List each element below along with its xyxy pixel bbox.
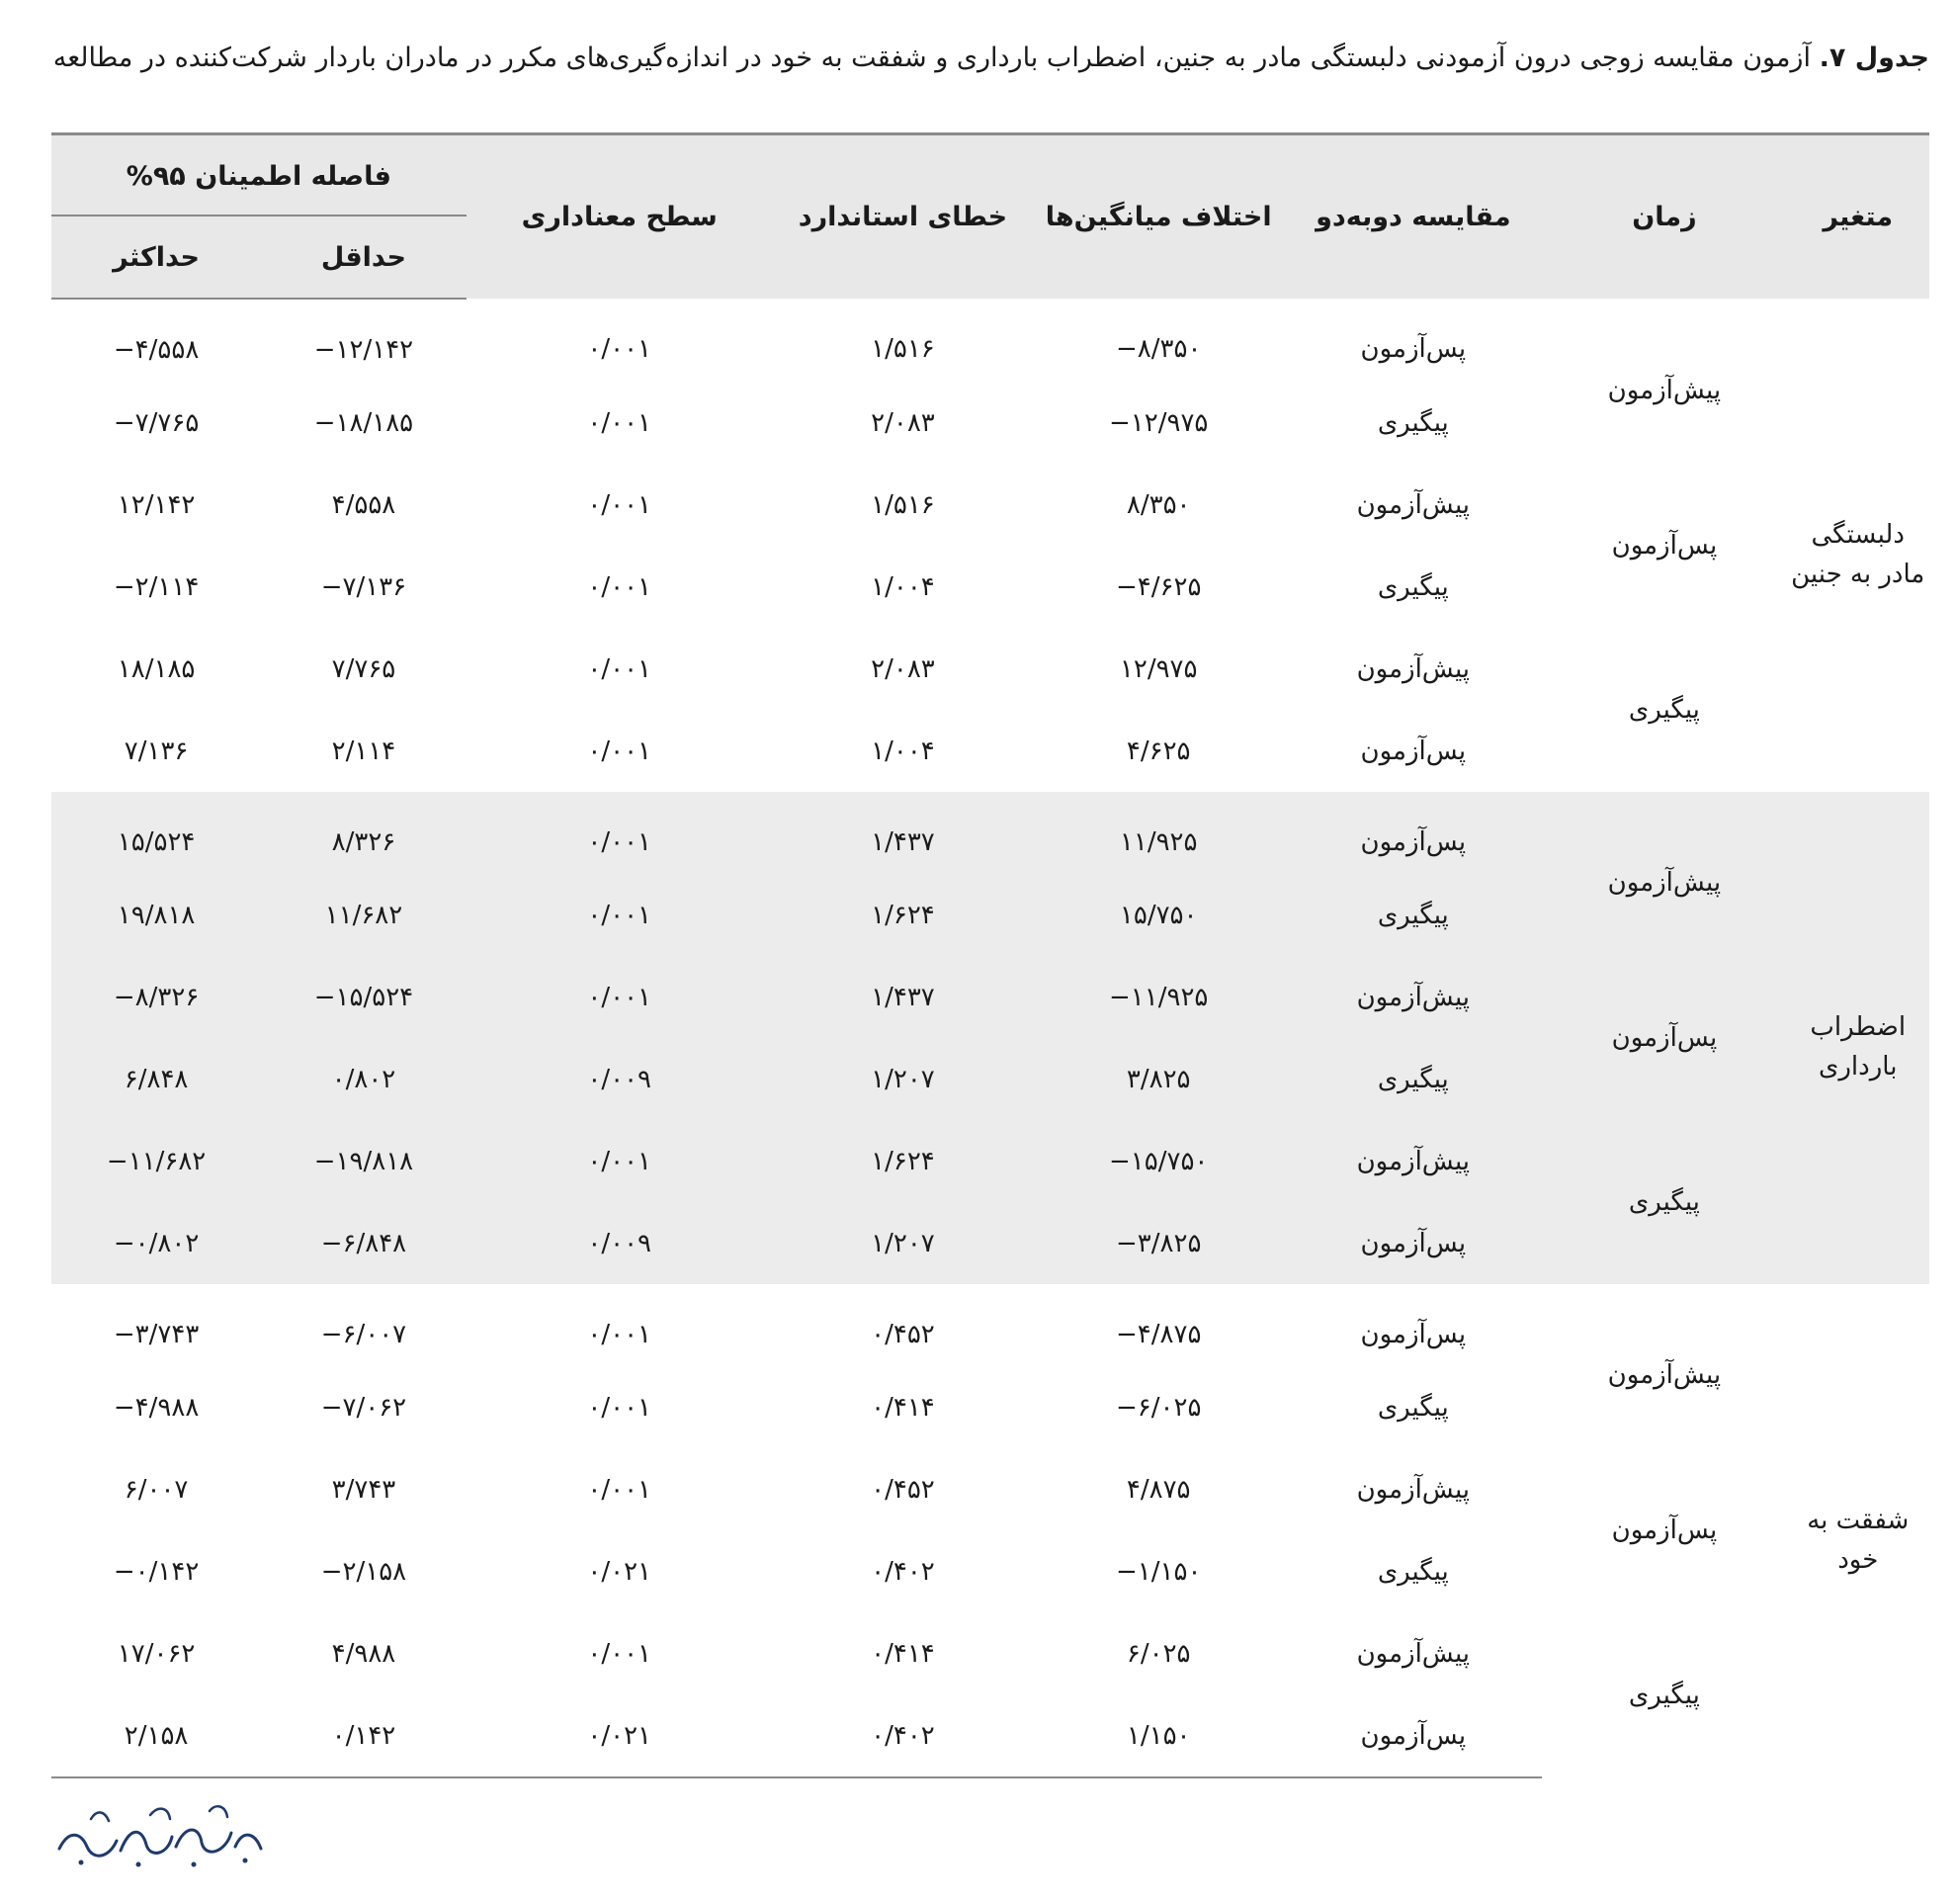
ci-min-cell: ۴/۹۸۸ [331,1638,396,1669]
ci-min-cell: −۷/۱۳۶ [320,571,407,602]
table-row [51,1284,1929,1366]
ci-min-cell: −۷/۰۶۲ [320,1392,407,1423]
ci-max-cell: −۴/۹۸۸ [113,1392,200,1423]
pairwise-cell: پیگیری [1377,1556,1449,1587]
std-error-cell: ۱/۲۰۷ [773,1202,1033,1284]
sig-cell: ۰/۰۰۱ [587,1392,652,1423]
mean-diff-cell: −۶/۰۲۵ [1116,1392,1202,1423]
pairwise-cell: پیش‌آزمون [1356,1474,1471,1505]
time-cell: پیگیری [1628,1680,1700,1710]
mean-diff-cell: ۶/۰۲۵ [1126,1638,1191,1669]
time-cell: پس‌آزمون [1611,1515,1718,1545]
sig-cell: ۰/۰۰۱ [587,1319,652,1349]
ci-min-cell: ۳/۷۴۳ [331,1474,396,1505]
variable-cell: اضطراب بارداری [1786,792,1929,1284]
table-header [51,134,1929,300]
std-error-cell: ۰/۴۵۲ [871,1319,935,1349]
sig-cell: ۰/۰۰۱ [587,334,652,364]
variable-cell: دلبستگی مادر به جنین [1791,519,1925,589]
pairwise-cell: پیش‌آزمون [1284,956,1542,1038]
sig-cell: ۰/۰۰۱ [587,489,652,520]
sig-cell: ۰/۰۰۱ [587,1638,652,1669]
time-cell: پیش‌آزمون [1542,792,1786,956]
mean-diff-cell: ۱۲/۹۷۵ [1119,653,1198,684]
ci-min-cell: ۲/۱۱۴ [331,736,396,766]
header-time: زمان [1542,134,1786,300]
pairwise-cell: پیگیری [1377,407,1449,438]
mean-diff-cell: ۱۱/۹۲۵ [1033,792,1284,874]
mean-diff-cell: −۱۱/۹۲۵ [1033,956,1284,1038]
ci-max-cell: −۰/۸۰۲ [51,1202,261,1284]
std-error-cell: ۰/۴۵۲ [871,1474,935,1505]
variable-group [51,792,1929,1284]
mean-diff-cell: −۸/۳۵۰ [1116,334,1202,364]
header-variable: متغیر [1786,134,1929,300]
sig-cell: ۰/۰۰۹ [467,1202,773,1284]
std-error-cell: ۰/۴۰۲ [773,1694,1033,1777]
ci-max-cell: ۱۲/۱۴۲ [117,489,196,520]
pairwise-cell: پیگیری [1377,1392,1449,1423]
pairwise-cell: پس‌آزمون [1360,736,1467,766]
table-row [51,956,1929,1038]
ci-min-cell: ۰/۸۰۲ [261,1038,466,1120]
ci-min-cell: ۴/۵۵۸ [331,489,396,520]
ci-max-cell: ۷/۱۳۶ [124,736,189,766]
sig-cell: ۰/۰۰۱ [587,571,652,602]
sig-cell: ۰/۰۲۱ [467,1694,773,1777]
time-cell: پیش‌آزمون [1607,1360,1722,1390]
variable-group [51,299,1929,792]
time-cell: پس‌آزمون [1542,956,1786,1120]
mean-diff-cell: ۱/۱۵۰ [1033,1694,1284,1777]
ci-min-cell: −۲/۱۵۸ [320,1556,407,1587]
std-error-cell: ۱/۴۳۷ [773,956,1033,1038]
mean-diff-cell: −۱۲/۹۷۵ [1109,407,1209,438]
ci-min-cell: ۷/۷۶۵ [331,653,396,684]
pairwise-cell: پیگیری [1284,874,1542,956]
std-error-cell: ۱/۵۱۶ [871,334,935,364]
pairwise-cell: پیگیری [1284,1038,1542,1120]
ci-min-cell: ۱۱/۶۸۲ [261,874,466,956]
std-error-cell: ۱/۴۳۷ [773,792,1033,874]
mean-diff-cell: −۳/۸۲۵ [1033,1202,1284,1284]
pairwise-cell: پیش‌آزمون [1356,653,1471,684]
sig-cell: ۰/۰۰۹ [467,1038,773,1120]
ci-max-cell: −۳/۷۴۳ [113,1319,200,1349]
paper-page [51,0,1929,1904]
time-cell: پیگیری [1542,1120,1786,1284]
pairwise-cell: پیش‌آزمون [1356,1638,1471,1669]
sig-cell: ۰/۰۰۱ [587,653,652,684]
pairwise-cell: پس‌آزمون [1360,1319,1467,1349]
ci-max-cell: ۱۵/۵۲۴ [51,792,261,874]
header-std-error: خطای استاندارد [773,134,1033,300]
ci-max-cell: ۶/۰۰۷ [124,1474,189,1505]
ci-max-cell: −۲/۱۱۴ [113,571,200,602]
mean-diff-cell: ۴/۶۲۵ [1126,736,1191,766]
table-row [51,628,1929,710]
mean-diff-cell: −۴/۸۷۵ [1116,1319,1202,1349]
sig-cell: ۰/۰۰۱ [587,1474,652,1505]
ci-min-cell: −۶/۰۰۷ [320,1319,407,1349]
comparison-table [51,132,1929,1778]
ci-max-cell: −۷/۷۶۵ [113,407,200,438]
journal-logo-graphic [51,1789,269,1878]
ci-max-cell: ۱۸/۱۸۵ [117,653,196,684]
table-row [51,1448,1929,1530]
sig-cell: ۰/۰۰۱ [467,792,773,874]
mean-diff-cell: ۴/۸۷۵ [1126,1474,1191,1505]
std-error-cell: ۰/۴۰۲ [871,1556,935,1587]
std-error-cell: ۱/۰۰۴ [871,736,935,766]
sig-cell: ۰/۰۰۱ [587,736,652,766]
pairwise-cell: پیش‌آزمون [1284,1120,1542,1202]
journal-logo [51,1789,269,1878]
ci-max-cell: −۴/۵۵۸ [113,334,200,365]
ci-max-cell: ۶/۸۴۸ [51,1038,261,1120]
mean-diff-cell: ۱۵/۷۵۰ [1033,874,1284,956]
header-ci [51,134,467,217]
mean-diff-cell: ۳/۸۲۵ [1033,1038,1284,1120]
caption-label: جدول ۷. [1819,43,1929,73]
ci-max-cell: ۱۷/۰۶۲ [117,1638,196,1669]
std-error-cell: ۱/۰۰۴ [871,571,935,602]
ci-min-cell: −۶/۸۴۸ [261,1202,466,1284]
ci-min-cell: −۱۲/۱۴۲ [313,334,414,365]
caption-text: آزمون مقایسه زوجی درون آزمودنی دلبستگی مادر به جنین، اضطراب بارداری و شفقت به خود در اندازه‌گیری‌های مکرر در مادران باردار شرکت‌کننده در مطالعه [52,43,1811,73]
table-row [51,464,1929,546]
table-row [51,299,1929,382]
sig-cell: ۰/۰۰۱ [467,956,773,1038]
time-cell: پیش‌آزمون [1607,375,1722,405]
pairwise-cell: پس‌آزمون [1284,1694,1542,1777]
mean-diff-cell: −۱/۱۵۰ [1116,1556,1202,1587]
ci-max-cell: ۲/۱۵۸ [51,1694,261,1777]
ci-divider [51,215,467,216]
sig-cell: ۰/۰۲۱ [587,1556,652,1587]
pairwise-cell: پیگیری [1377,571,1449,602]
header-mean-diff: اختلاف میانگین‌ها [1033,134,1284,300]
sig-cell: ۰/۰۰۱ [467,1120,773,1202]
table-caption [51,36,1929,81]
sig-cell: ۰/۰۰۱ [587,407,652,438]
sig-cell: ۰/۰۰۱ [467,874,773,956]
ci-min-cell: ۸/۳۲۶ [261,792,466,874]
mean-diff-cell: −۴/۶۲۵ [1116,571,1202,602]
header-sig: سطح معناداری [467,134,773,300]
std-error-cell: ۲/۰۸۳ [871,653,935,684]
std-error-cell: ۱/۵۱۶ [871,489,935,520]
variable-group [51,1284,1929,1777]
ci-min-cell: ۰/۱۴۲ [261,1694,466,1777]
std-error-cell: ۱/۶۲۴ [773,1120,1033,1202]
std-error-cell: ۰/۴۱۴ [871,1638,935,1669]
table-row [51,1612,1929,1694]
mean-diff-cell: ۸/۳۵۰ [1126,489,1191,520]
pairwise-cell: پیش‌آزمون [1356,489,1471,520]
header-ci-label: فاصله اطمینان ۹۵% [126,160,391,192]
ci-min-cell: −۱۹/۸۱۸ [261,1120,466,1202]
ci-min-cell: −۱۸/۱۸۵ [313,407,414,438]
pairwise-cell: پس‌آزمون [1360,334,1467,364]
time-cell: پس‌آزمون [1611,531,1718,561]
ci-min-cell: −۱۵/۵۲۴ [261,956,466,1038]
header-ci-max: حداکثر [51,216,261,299]
std-error-cell: ۱/۶۲۴ [773,874,1033,956]
table-row [51,1120,1929,1202]
ci-max-cell: −۸/۳۲۶ [51,956,261,1038]
std-error-cell: ۰/۴۱۴ [871,1392,935,1423]
table-row [51,792,1929,874]
std-error-cell: ۱/۲۰۷ [773,1038,1033,1120]
variable-cell: شفقت به خود [1807,1505,1910,1575]
ci-max-cell: −۱۱/۶۸۲ [51,1120,261,1202]
mean-diff-cell: −۱۵/۷۵۰ [1033,1120,1284,1202]
ci-max-cell: ۱۹/۸۱۸ [51,874,261,956]
header-pairwise: مقایسه دوبه‌دو [1284,134,1542,300]
ci-max-cell: −۰/۱۴۲ [113,1556,200,1587]
pairwise-cell: پس‌آزمون [1284,1202,1542,1284]
header-ci-min: حداقل [261,216,466,299]
time-cell: پیگیری [1628,695,1700,725]
pairwise-cell: پس‌آزمون [1284,792,1542,874]
std-error-cell: ۲/۰۸۳ [871,407,935,438]
